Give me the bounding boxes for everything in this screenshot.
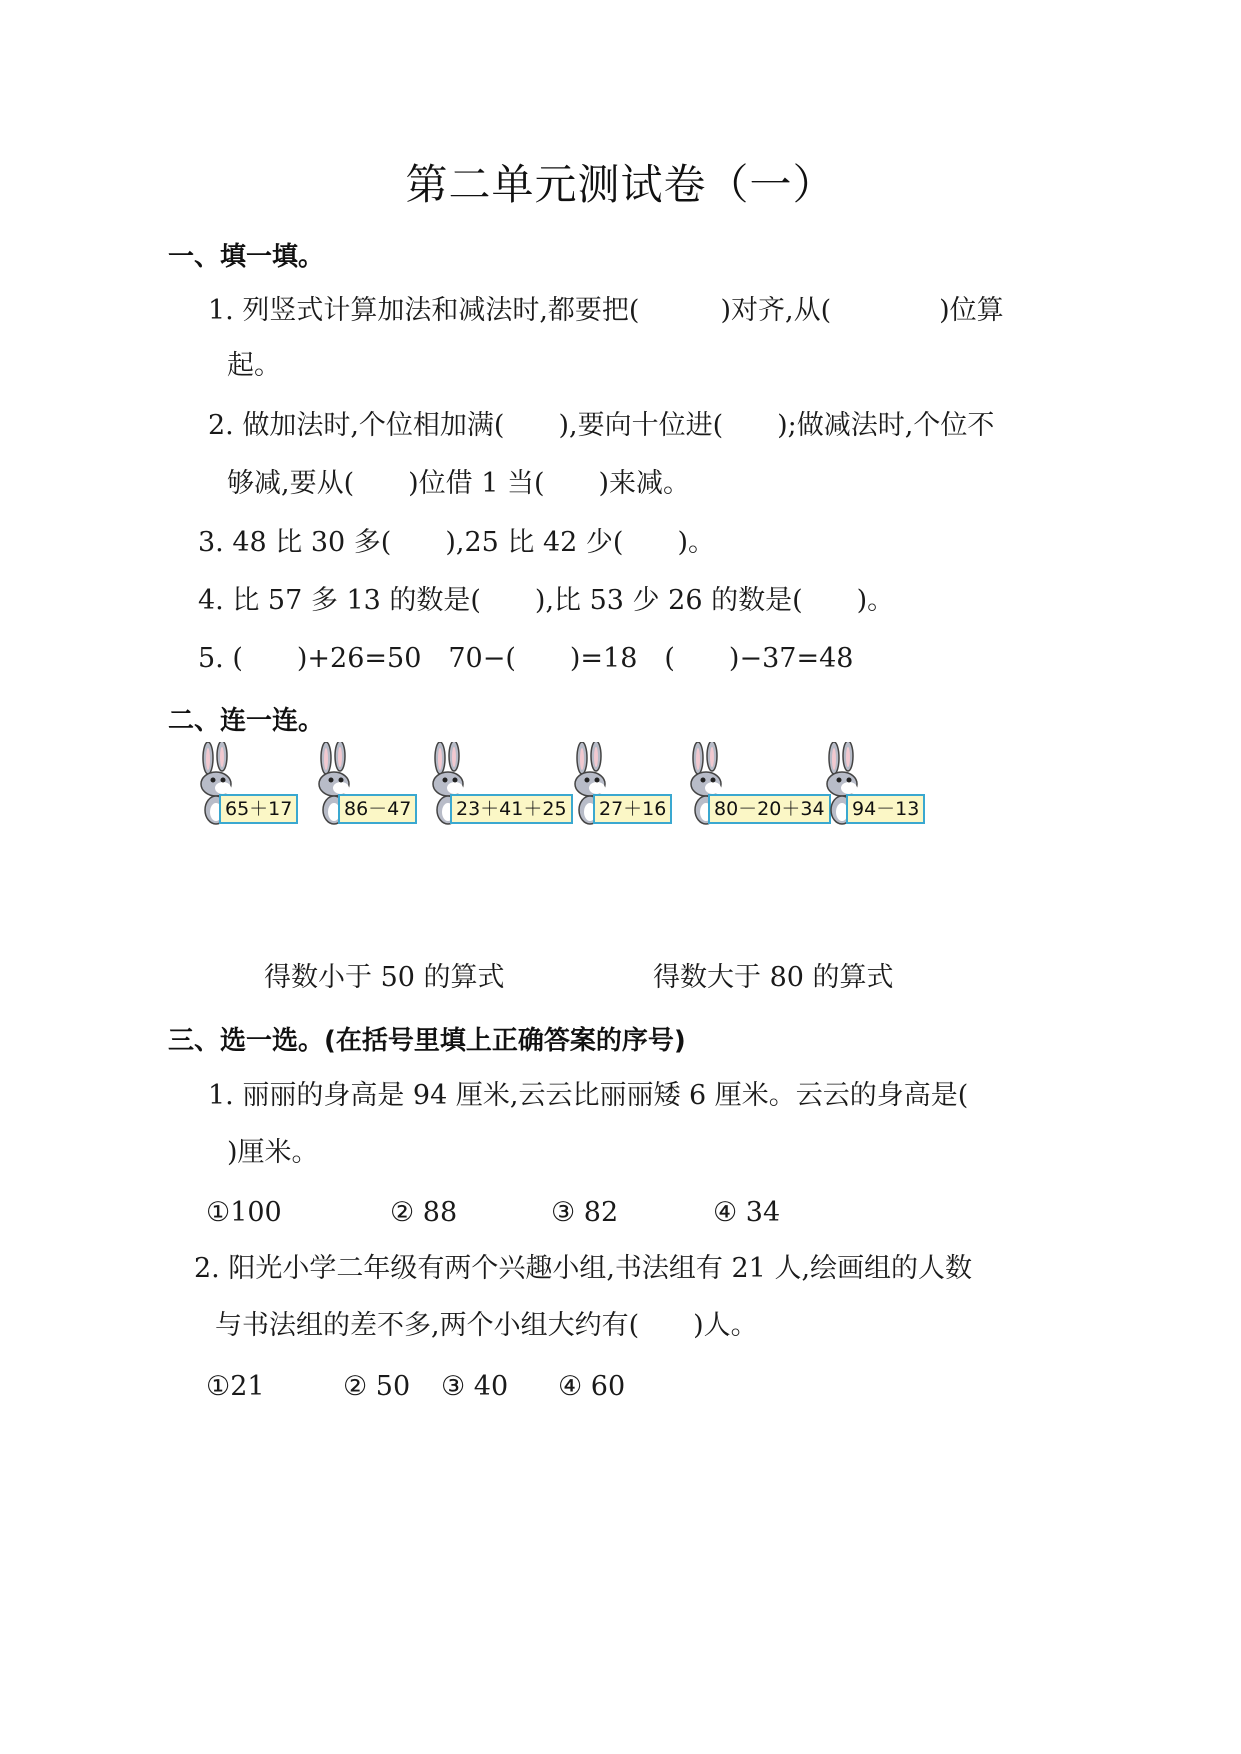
bunny-card-3[interactable] bbox=[428, 742, 568, 830]
s1-q4: 4. 比 57 多 13 的数是( ),比 53 少 26 的数是( )。 bbox=[198, 585, 895, 616]
s1-q2-line2: 够减,要从( )位借 1 当( )来减。 bbox=[227, 468, 691, 499]
expression-card: 94－13 bbox=[846, 794, 925, 824]
target-less-than-50: 得数小于 50 的算式 bbox=[264, 962, 505, 993]
s1-q1-line1: 1. 列竖式计算加法和减法时,都要把( )对齐,从( )位算 bbox=[208, 295, 1004, 326]
s3-q2-option-3[interactable]: ③ 40 bbox=[441, 1371, 509, 1402]
target-greater-than-80: 得数大于 80 的算式 bbox=[653, 962, 894, 993]
bunny-card-4[interactable] bbox=[570, 742, 682, 830]
section-1-heading: 一、填一填。 bbox=[168, 242, 325, 272]
s3-q1-line1: 1. 丽丽的身高是 94 厘米,云云比丽丽矮 6 厘米。云云的身高是( bbox=[208, 1080, 969, 1111]
s1-q3: 3. 48 比 30 多( ),25 比 42 少( )。 bbox=[198, 527, 715, 558]
section-2-heading: 二、连一连。 bbox=[168, 706, 325, 736]
s3-q1-line2: )厘米。 bbox=[227, 1137, 319, 1168]
bunny-card-6[interactable] bbox=[822, 742, 934, 830]
page-title: 第二单元测试卷（一） bbox=[405, 160, 836, 209]
expression-card: 86－47 bbox=[338, 794, 417, 824]
s3-q2-option-1[interactable]: ①21 bbox=[206, 1371, 265, 1402]
s1-q1-line2: 起。 bbox=[227, 350, 281, 381]
s1-q5: 5. ( )+26=50 70−( )=18 ( )−37=48 bbox=[198, 643, 854, 674]
expression-card: 80－20＋34 bbox=[708, 794, 831, 824]
s3-q2-option-2[interactable]: ② 50 bbox=[343, 1371, 411, 1402]
bunny-card-1[interactable] bbox=[196, 742, 308, 830]
s3-q1-option-1[interactable]: ①100 bbox=[206, 1197, 282, 1228]
s3-q1-option-4[interactable]: ④ 34 bbox=[713, 1197, 781, 1228]
expression-card: 65＋17 bbox=[219, 794, 298, 824]
bunny-card-5[interactable] bbox=[686, 742, 826, 830]
s3-q2-line1: 2. 阳光小学二年级有两个兴趣小组,书法组有 21 人,绘画组的人数 bbox=[194, 1253, 973, 1284]
s3-q2-option-4[interactable]: ④ 60 bbox=[558, 1371, 626, 1402]
expression-card: 27＋16 bbox=[593, 794, 672, 824]
s3-q2-line2: 与书法组的差不多,两个小组大约有( )人。 bbox=[215, 1310, 758, 1341]
s3-q1-option-3[interactable]: ③ 82 bbox=[551, 1197, 619, 1228]
bunny-card-2[interactable] bbox=[314, 742, 426, 830]
s3-q1-option-2[interactable]: ② 88 bbox=[390, 1197, 458, 1228]
s1-q2-line1: 2. 做加法时,个位相加满( ),要向十位进( );做减法时,个位不 bbox=[208, 410, 995, 441]
section-3-heading: 三、选一选。(在括号里填上正确答案的序号) bbox=[168, 1026, 686, 1056]
expression-card: 23＋41＋25 bbox=[450, 794, 573, 824]
